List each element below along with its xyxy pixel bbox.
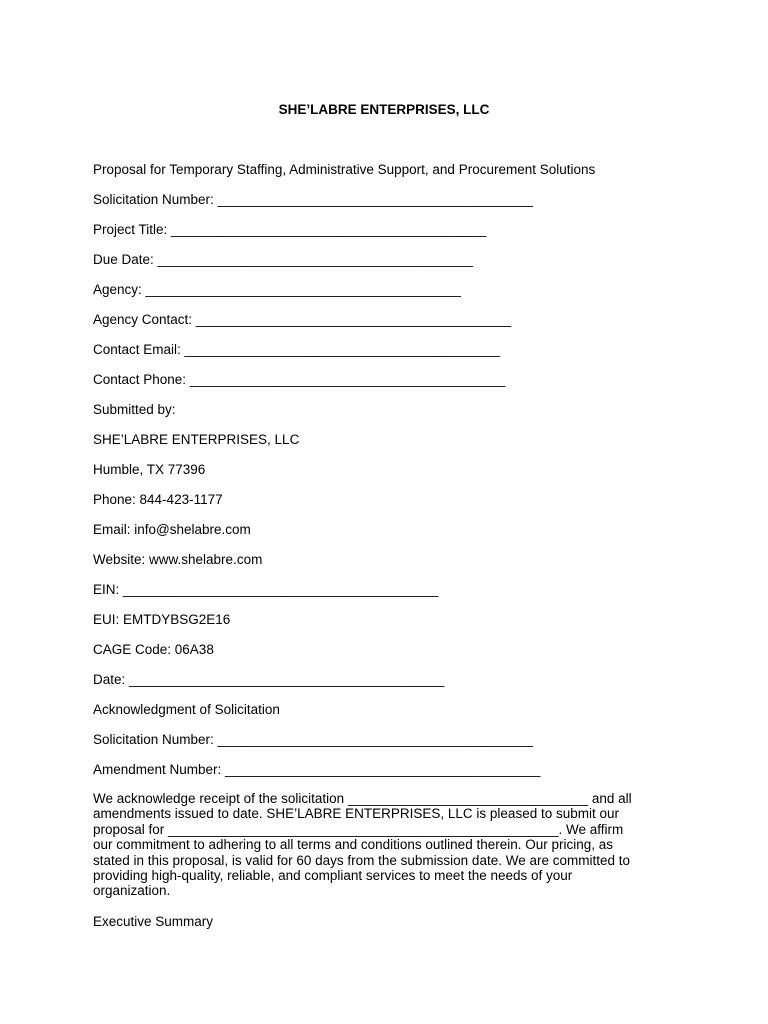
acknowledgment-heading: Acknowledgment of Solicitation: [93, 702, 280, 717]
submitter-website: Website: www.shelabre.com: [93, 552, 263, 567]
paragraph-line: organization.: [93, 883, 171, 899]
contact-email-field: Contact Email: __________________________________________: [93, 342, 500, 357]
company-title: SHE’LABRE ENTERPRISES, LLC: [278, 102, 490, 117]
cage-code-value: CAGE Code: 06A38: [93, 642, 214, 657]
paragraph-line: stated in this proposal, is valid for 60 days from the submission date. We are committed to: [93, 852, 631, 868]
contact-phone-field: Contact Phone: __________________________________________: [93, 372, 506, 387]
executive-summary-heading: Executive Summary: [93, 914, 214, 929]
agency-field: Agency: __________________________________________: [93, 282, 461, 297]
submitter-company-name: SHE’LABRE ENTERPRISES, LLC: [93, 432, 300, 447]
paragraph-line: providing high-quality, reliable, and compliant services to meet the needs of your: [93, 868, 573, 884]
paragraph-line: our commitment to adhering to all terms and conditions outlined therein. Our pricing, as: [93, 837, 614, 853]
proposal-subject: Proposal for Temporary Staffing, Administrative Support, and Procurement Solutions: [93, 162, 596, 177]
submitted-by-label: Submitted by:: [93, 402, 176, 417]
agency-contact-field: Agency Contact: __________________________________________: [93, 312, 512, 327]
solicitation-number-field: Solicitation Number: __________________________________________: [93, 192, 533, 207]
project-title-field: Project Title: __________________________________________: [93, 222, 487, 237]
eui-value: EUI: EMTDYBSG2E16: [93, 612, 231, 627]
amendment-number-field: Amendment Number: __________________________________________: [93, 762, 541, 777]
acknowledgment-paragraph: [93, 791, 683, 899]
ack-solicitation-number-field: Solicitation Number: __________________________________________: [93, 732, 533, 747]
date-field: Date: __________________________________________: [93, 672, 445, 687]
due-date-field: Due Date: __________________________________________: [93, 252, 473, 267]
ein-field: EIN: __________________________________________: [93, 582, 439, 597]
paragraph-line: We acknowledge receipt of the solicitation ________________________________ and all: [93, 791, 632, 806]
submitter-phone: Phone: 844-423-1177: [93, 492, 223, 507]
paragraph-line: amendments issued to date. SHE’LABRE ENTERPRISES, LLC is pleased to submit our: [93, 806, 619, 822]
submitter-email: Email: info@shelabre.com: [93, 522, 251, 537]
paragraph-line: proposal for ____________________________________________________. We affirm: [93, 821, 624, 837]
submitter-address: Humble, TX 77396: [93, 462, 206, 477]
